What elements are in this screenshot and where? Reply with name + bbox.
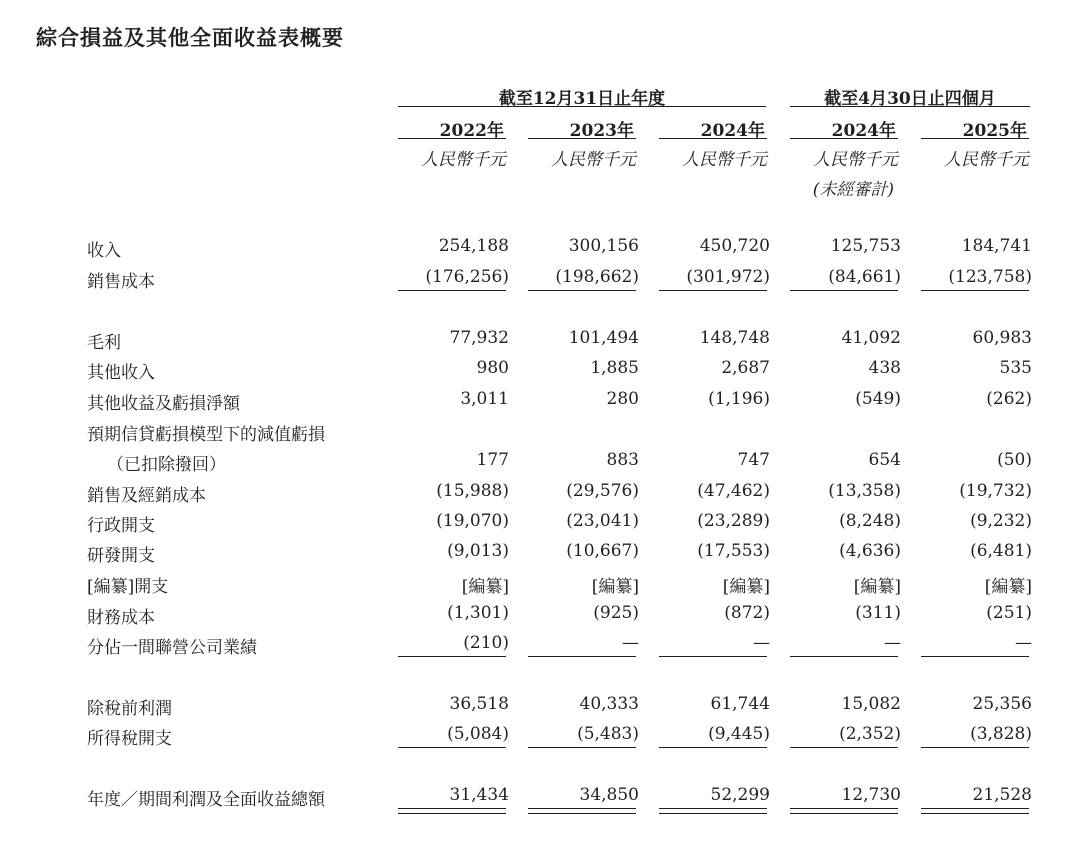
row-value: 535 [999, 358, 1032, 378]
subtotal-rule [398, 656, 506, 657]
row-value: (5,483) [577, 724, 639, 744]
subtotal-rule [398, 747, 506, 748]
column-year-rule [659, 138, 767, 139]
unaudited-note: (未經審計) [812, 180, 894, 200]
row-label: 銷售成本 [87, 272, 155, 292]
row-value: (19,070) [436, 511, 509, 531]
row-value: (925) [593, 603, 639, 623]
row-value: 77,932 [449, 328, 509, 348]
row-label: 毛利 [87, 333, 121, 353]
row-value: 254,188 [438, 236, 509, 256]
row-value: (47,462) [697, 481, 770, 501]
row-value: (311) [855, 603, 901, 623]
row-value: 300,156 [568, 236, 639, 256]
row-value: 60,983 [972, 328, 1032, 348]
row-value: (13,358) [828, 481, 901, 501]
row-value: 40,333 [579, 694, 639, 714]
column-year: 2024年 [831, 121, 896, 141]
row-value: (50) [997, 450, 1032, 470]
total-double-rule [790, 808, 898, 809]
page-title: 綜合損益及其他全面收益表概要 [36, 25, 344, 50]
row-value: (2,352) [839, 724, 901, 744]
row-value: 31,434 [449, 785, 509, 805]
column-year: 2023年 [569, 121, 634, 141]
column-unit: 人民幣千元 [682, 150, 767, 170]
row-value: (23,289) [697, 511, 770, 531]
row-value: (262) [986, 389, 1032, 409]
row-value: 125,753 [830, 236, 901, 256]
row-label: 其他收入 [87, 363, 155, 383]
row-label: 研發開支 [87, 546, 155, 566]
row-value: (15,988) [436, 481, 509, 501]
row-value: (3,828) [970, 724, 1032, 744]
subtotal-rule [921, 747, 1029, 748]
row-value: (301,972) [686, 267, 770, 287]
column-year: 2025年 [962, 121, 1027, 141]
row-value: 52,299 [710, 785, 770, 805]
group-header-rule [790, 106, 1030, 107]
row-value: 21,528 [972, 785, 1032, 805]
row-label: 銷售及經銷成本 [87, 486, 206, 506]
row-value: 34,850 [579, 785, 639, 805]
column-year-rule [398, 138, 506, 139]
subtotal-rule [659, 747, 767, 748]
column-unit: 人民幣千元 [944, 150, 1029, 170]
row-value: 184,741 [961, 236, 1032, 256]
row-value: 61,744 [710, 694, 770, 714]
column-year-rule [790, 138, 898, 139]
row-label: [編纂]開支 [87, 577, 169, 597]
row-label: 預期信貸虧損模型下的減值虧損 [87, 425, 325, 445]
row-value: (1,196) [708, 389, 770, 409]
row-value: 25,356 [972, 694, 1032, 714]
row-value: [編纂] [461, 577, 509, 597]
row-label: 收入 [87, 241, 121, 261]
row-value: — [622, 633, 639, 653]
row-value: — [1015, 633, 1032, 653]
row-value: (9,232) [970, 511, 1032, 531]
row-value: 177 [476, 450, 509, 470]
row-value: [編纂] [591, 577, 639, 597]
row-value: (123,758) [948, 267, 1032, 287]
group-header-year-ended: 截至12月31日止年度 [498, 89, 666, 109]
total-double-rule [398, 808, 506, 809]
total-double-rule [659, 808, 767, 809]
row-value: (23,041) [566, 511, 639, 531]
row-value: (10,667) [566, 541, 639, 561]
row-value: — [753, 633, 770, 653]
row-value: (29,576) [566, 481, 639, 501]
total-double-rule [790, 813, 898, 814]
row-value: (251) [986, 603, 1032, 623]
row-value: (5,084) [447, 724, 509, 744]
row-value: 1,885 [590, 358, 639, 378]
row-label: 除稅前利潤 [87, 699, 172, 719]
total-double-rule [921, 808, 1029, 809]
subtotal-rule [528, 656, 636, 657]
row-value: (17,553) [697, 541, 770, 561]
total-double-rule [528, 808, 636, 809]
row-value: 654 [868, 450, 901, 470]
subtotal-rule [790, 290, 898, 291]
total-double-rule [921, 813, 1029, 814]
row-value: 148,748 [699, 328, 770, 348]
column-year-rule [921, 138, 1029, 139]
column-year: 2024年 [700, 121, 765, 141]
row-value: (9,445) [708, 724, 770, 744]
row-value: (210) [463, 633, 509, 653]
row-value: 12,730 [841, 785, 901, 805]
subtotal-rule [528, 290, 636, 291]
row-label: 其他收益及虧損淨額 [87, 394, 240, 414]
row-value: — [884, 633, 901, 653]
group-header-rule [398, 106, 766, 107]
row-value: 747 [737, 450, 770, 470]
row-value: 15,082 [841, 694, 901, 714]
row-value: 101,494 [568, 328, 639, 348]
row-value: 280 [606, 389, 639, 409]
column-unit: 人民幣千元 [813, 150, 898, 170]
column-unit: 人民幣千元 [551, 150, 636, 170]
row-value: 3,011 [460, 389, 509, 409]
subtotal-rule [921, 290, 1029, 291]
row-label: （已扣除撥回） [107, 455, 226, 475]
subtotal-rule [659, 290, 767, 291]
subtotal-rule [921, 656, 1029, 657]
row-label: 行政開支 [87, 516, 155, 536]
row-value: (19,732) [959, 481, 1032, 501]
subtotal-rule [398, 290, 506, 291]
row-value: 980 [476, 358, 509, 378]
row-value: 438 [868, 358, 901, 378]
group-header-four-months: 截至4月30日止四個月 [824, 89, 996, 109]
total-double-rule [659, 813, 767, 814]
row-value: [編纂] [853, 577, 901, 597]
row-label: 分佔一間聯營公司業績 [87, 638, 257, 658]
total-double-rule [528, 813, 636, 814]
column-year: 2022年 [439, 121, 504, 141]
subtotal-rule [528, 747, 636, 748]
row-value: 883 [606, 450, 639, 470]
row-value: (8,248) [839, 511, 901, 531]
row-label: 所得稅開支 [87, 729, 172, 749]
row-value: (872) [724, 603, 770, 623]
row-value: (549) [855, 389, 901, 409]
total-double-rule [398, 813, 506, 814]
row-label: 年度／期間利潤及全面收益總額 [87, 790, 325, 810]
row-value: 41,092 [841, 328, 901, 348]
row-value: 36,518 [449, 694, 509, 714]
row-value: [編纂] [984, 577, 1032, 597]
row-value: (198,662) [555, 267, 639, 287]
row-value: (1,301) [447, 603, 509, 623]
subtotal-rule [790, 747, 898, 748]
row-value: 450,720 [699, 236, 770, 256]
row-value: 2,687 [721, 358, 770, 378]
column-unit: 人民幣千元 [421, 150, 506, 170]
row-value: (84,661) [828, 267, 901, 287]
row-value: (4,636) [839, 541, 901, 561]
subtotal-rule [659, 656, 767, 657]
row-value: [編纂] [722, 577, 770, 597]
column-year-rule [528, 138, 636, 139]
row-label: 財務成本 [87, 608, 155, 628]
subtotal-rule [790, 656, 898, 657]
row-value: (9,013) [447, 541, 509, 561]
row-value: (6,481) [970, 541, 1032, 561]
row-value: (176,256) [425, 267, 509, 287]
